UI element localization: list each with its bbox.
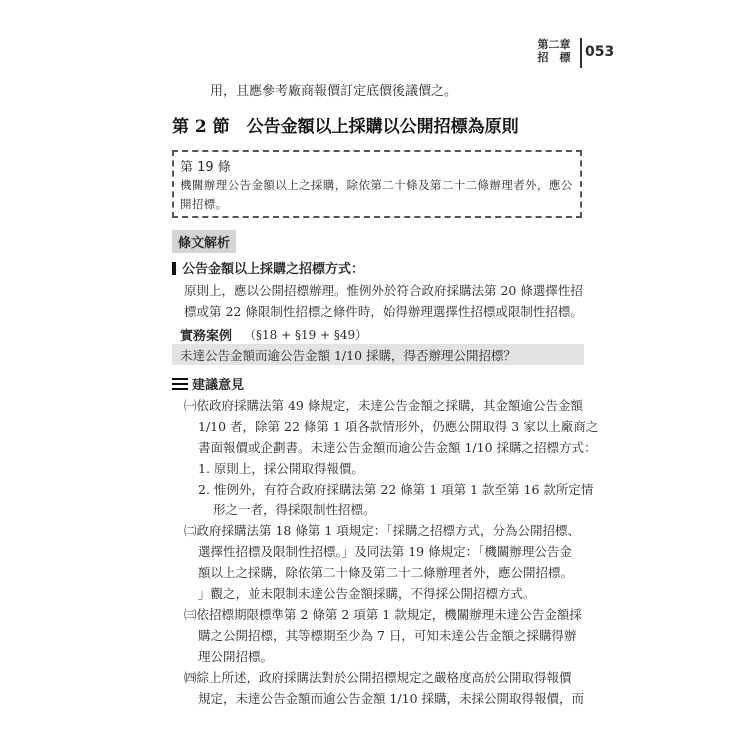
chapter-line-1: 第二章 [537,38,571,51]
suggestion-line: 額以上之採購，除依第二十條及第二十二條辦理者外，應公開招標。 [198,565,574,580]
subheading-text: 公告金額以上採購之招標方式： [182,262,365,277]
paragraph-line: 原則上，應以公開招標辦理。惟例外於符合政府採購法第 20 條選擇性招 [184,283,583,298]
paragraph-line: 標或第 22 條限制性招標之條件時，始得辦理選擇性招標或限制性招標。 [184,304,583,319]
header-divider [580,38,582,68]
suggestion-line: ㈣綜上所述，政府採購法對於公開招標規定之嚴格度高於公開取得報價 [184,670,572,685]
suggestion-heading [172,374,244,393]
bullet-bar [172,262,176,275]
suggestion-line: 1/10 者，除第 22 條第 1 項各款情形外，仍應公開取得 3 家以上廠商之 [198,419,599,434]
chapter-line-2: 招 標 [537,51,571,64]
suggestion-label: 建議意見 [192,378,245,393]
suggestion-line: 形之一者，得採限制性招標。 [213,502,376,517]
subheading [172,258,364,277]
suggestion-line: ㈢依招標期限標準第 2 條第 2 項第 1 款規定，機關辦理未達公告金額採 [184,607,582,622]
suggestion-line: 1. 原則上，採公開取得報價。 [198,461,364,476]
law-article-box [172,150,582,218]
menu-lines-icon [172,378,188,390]
suggestion-line: 購之公開招標，其等標期至少為 7 日，可知未達公告金額之採購得辦 [198,628,577,643]
page-number: 053 [585,44,615,60]
case-refs: （§18 + §19 + §49） [244,328,368,342]
suggestion-line: 2. 惟例外，有符合政府採購法第 22 條第 1 項第 1 款至第 16 款所定情 [198,482,594,497]
law-article-text: 機關辦理公告金額以上之採購，除依第二十條及第二十二條辦理者外，應公開招標。 [180,178,573,211]
section-title: 第 2 節 公告金額以上採購以公開招標為原則 [172,117,519,137]
suggestion-line: 選擇性招標及限制性招標。」及同法第 19 條規定：「機關辦理公告金 [198,544,572,559]
chapter-label [530,38,578,64]
practice-case [172,323,584,365]
suggestion-line: 」觀之，並未限制未達公告金額採購，不得採公開招標方式。 [198,586,536,601]
case-label: 實務案例 [180,329,233,344]
suggestion-line: 理公開招標。 [198,649,274,664]
case-question: 未達公告金額而逾公告金額 1/10 採購，得否辦理公開招標？ [180,348,517,363]
law-article-title: 第 19 條 [180,160,231,175]
suggestion-line: 書面報價或企劃書。未達公告金額而逾公告金額 1/10 採購之招標方式： [198,440,597,455]
case-question-box [172,344,584,365]
analysis-label: 條文解析 [172,230,236,253]
running-header [530,38,615,70]
continuation-text: 用，且應參考廠商報價訂定底價後議價之。 [210,84,458,99]
suggestion-line: 規定，未達公告金額而逾公告金額 1/10 採購，未採公開取得報價，而 [198,691,585,706]
suggestion-line: ㈠依政府採購法第 49 條規定，未達公告金額之採購，其金額逾公告金額 [184,398,583,413]
suggestion-line: ㈡政府採購法第 18 條第 1 項規定：「採購之招標方式，分為公開招標、 [184,523,581,538]
